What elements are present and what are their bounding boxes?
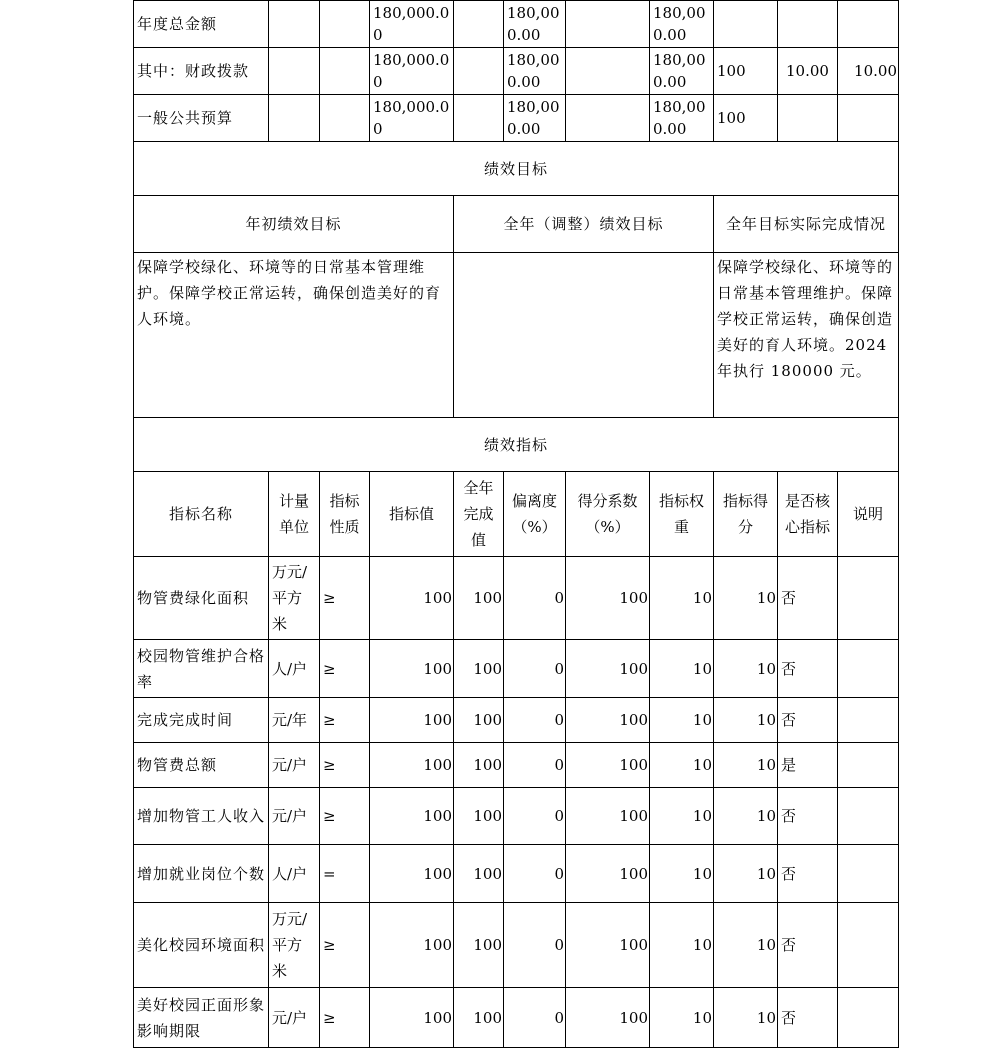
indicator-core: 否	[778, 903, 838, 988]
budget-executed: 180,000.00	[650, 1, 714, 48]
indicator-core: 是	[778, 743, 838, 788]
performance-table	[133, 0, 899, 1048]
header-deviation: 偏离度（%）	[504, 472, 566, 557]
goals-section-title: 绩效目标	[134, 142, 899, 196]
indicator-core: 否	[778, 557, 838, 640]
indicator-name: 物管费绿化面积	[134, 557, 269, 640]
indicator-nature: ≥	[320, 903, 370, 988]
indicator-weight: 10	[650, 640, 714, 698]
header-coefficient: 得分系数（%）	[566, 472, 650, 557]
indicator-unit: 万元/平方米	[269, 903, 320, 988]
header-completed: 全年完成值	[454, 472, 504, 557]
indicator-core: 否	[778, 988, 838, 1048]
header-name: 指标名称	[134, 472, 269, 557]
indicator-score: 10	[714, 698, 778, 743]
indicator-deviation: 0	[504, 845, 566, 903]
budget-cell	[454, 48, 504, 95]
indicators-header-row	[134, 472, 899, 557]
indicator-deviation: 0	[504, 640, 566, 698]
indicator-completed: 100	[454, 845, 504, 903]
header-nature: 指标性质	[320, 472, 370, 557]
indicator-core: 否	[778, 640, 838, 698]
budget-initial: 180,000.00	[370, 95, 454, 142]
indicator-unit: 元/户	[269, 788, 320, 845]
goals-initial-header: 年初绩效目标	[134, 196, 454, 253]
header-note: 说明	[838, 472, 899, 557]
indicator-row	[134, 698, 899, 743]
header-unit: 计量单位	[269, 472, 320, 557]
indicator-coefficient: 100	[566, 845, 650, 903]
indicator-note	[838, 640, 899, 698]
indicator-name: 美好校园正面形象影响期限	[134, 988, 269, 1048]
indicator-completed: 100	[454, 743, 504, 788]
indicator-name: 完成完成时间	[134, 698, 269, 743]
indicator-core: 否	[778, 698, 838, 743]
indicator-value: 100	[370, 640, 454, 698]
indicator-row	[134, 743, 899, 788]
budget-cell	[320, 48, 370, 95]
budget-cell	[269, 48, 320, 95]
indicator-score: 10	[714, 557, 778, 640]
indicator-nature: ≥	[320, 640, 370, 698]
indicator-name: 校园物管维护合格率	[134, 640, 269, 698]
indicator-weight: 10	[650, 743, 714, 788]
indicator-deviation: 0	[504, 557, 566, 640]
budget-cell	[269, 95, 320, 142]
budget-score	[838, 95, 899, 142]
indicator-score: 10	[714, 903, 778, 988]
indicator-score: 10	[714, 845, 778, 903]
indicator-name: 物管费总额	[134, 743, 269, 788]
indicator-deviation: 0	[504, 788, 566, 845]
indicator-name: 增加物管工人收入	[134, 788, 269, 845]
indicator-value: 100	[370, 788, 454, 845]
indicator-value: 100	[370, 557, 454, 640]
indicator-deviation: 0	[504, 698, 566, 743]
budget-cell	[269, 1, 320, 48]
indicator-coefficient: 100	[566, 698, 650, 743]
indicator-row	[134, 903, 899, 988]
indicator-name: 美化校园环境面积	[134, 903, 269, 988]
indicator-coefficient: 100	[566, 557, 650, 640]
indicator-unit: 元/户	[269, 743, 320, 788]
goals-actual-header: 全年目标实际完成情况	[714, 196, 899, 253]
budget-cell	[454, 1, 504, 48]
indicator-weight: 10	[650, 557, 714, 640]
budget-rate: 10.00	[778, 48, 838, 95]
goals-initial-text: 保障学校绿化、环境等的日常基本管理维护。保障学校正常运转，确保创造美好的育人环境。	[134, 253, 454, 418]
budget-executed: 180,000.00	[650, 95, 714, 142]
budget-cell	[566, 95, 650, 142]
indicator-unit: 元/年	[269, 698, 320, 743]
indicator-completed: 100	[454, 988, 504, 1048]
indicator-unit: 元/户	[269, 988, 320, 1048]
indicator-note	[838, 557, 899, 640]
indicator-score: 10	[714, 640, 778, 698]
indicator-name: 增加就业岗位个数	[134, 845, 269, 903]
goals-content-row	[134, 253, 899, 418]
indicator-score: 10	[714, 788, 778, 845]
budget-adjusted: 180,000.00	[504, 48, 566, 95]
header-core: 是否核心指标	[778, 472, 838, 557]
budget-cell	[320, 1, 370, 48]
indicator-note	[838, 845, 899, 903]
budget-label: 其中：财政拨款	[134, 48, 269, 95]
indicator-completed: 100	[454, 698, 504, 743]
indicator-unit: 人/户	[269, 640, 320, 698]
header-value: 指标值	[370, 472, 454, 557]
indicator-nature: ≥	[320, 988, 370, 1048]
budget-score-weight: 100	[714, 95, 778, 142]
indicator-nature: ≥	[320, 743, 370, 788]
budget-score-weight	[714, 1, 778, 48]
budget-score	[838, 1, 899, 48]
budget-row	[134, 95, 899, 142]
indicator-nature: =	[320, 845, 370, 903]
indicator-note	[838, 698, 899, 743]
indicators-title-row	[134, 418, 899, 472]
indicator-coefficient: 100	[566, 903, 650, 988]
indicator-note	[838, 743, 899, 788]
indicator-completed: 100	[454, 788, 504, 845]
indicator-coefficient: 100	[566, 788, 650, 845]
goals-adjusted-text	[454, 253, 714, 418]
budget-row	[134, 48, 899, 95]
budget-score-weight: 100	[714, 48, 778, 95]
budget-label: 年度总金额	[134, 1, 269, 48]
header-score: 指标得分	[714, 472, 778, 557]
indicator-value: 100	[370, 903, 454, 988]
goals-title-row	[134, 142, 899, 196]
budget-cell	[320, 95, 370, 142]
indicator-nature: ≥	[320, 557, 370, 640]
budget-rate	[778, 95, 838, 142]
indicator-coefficient: 100	[566, 640, 650, 698]
indicator-value: 100	[370, 988, 454, 1048]
indicator-row	[134, 557, 899, 640]
indicator-nature: ≥	[320, 698, 370, 743]
budget-cell	[566, 1, 650, 48]
indicator-unit: 万元/平方米	[269, 557, 320, 640]
indicator-core: 否	[778, 788, 838, 845]
indicator-weight: 10	[650, 903, 714, 988]
indicator-score: 10	[714, 988, 778, 1048]
indicator-row	[134, 788, 899, 845]
indicator-value: 100	[370, 698, 454, 743]
indicator-weight: 10	[650, 988, 714, 1048]
budget-adjusted: 180,000.00	[504, 1, 566, 48]
budget-executed: 180,000.00	[650, 48, 714, 95]
header-weight: 指标权重	[650, 472, 714, 557]
indicator-completed: 100	[454, 640, 504, 698]
indicator-note	[838, 788, 899, 845]
budget-cell	[566, 48, 650, 95]
indicator-deviation: 0	[504, 743, 566, 788]
budget-adjusted: 180,000.00	[504, 95, 566, 142]
indicator-row	[134, 845, 899, 903]
goals-adjusted-header: 全年（调整）绩效目标	[454, 196, 714, 253]
budget-initial: 180,000.00	[370, 48, 454, 95]
indicator-row	[134, 640, 899, 698]
indicator-value: 100	[370, 845, 454, 903]
indicator-weight: 10	[650, 788, 714, 845]
indicators-section-title: 绩效指标	[134, 418, 899, 472]
indicator-weight: 10	[650, 698, 714, 743]
indicator-coefficient: 100	[566, 988, 650, 1048]
indicator-completed: 100	[454, 557, 504, 640]
indicator-unit: 人/户	[269, 845, 320, 903]
goals-header-row	[134, 196, 899, 253]
budget-score: 10.00	[838, 48, 899, 95]
indicator-deviation: 0	[504, 903, 566, 988]
indicator-value: 100	[370, 743, 454, 788]
budget-cell	[454, 95, 504, 142]
indicator-nature: ≥	[320, 788, 370, 845]
indicator-core: 否	[778, 845, 838, 903]
budget-initial: 180,000.00	[370, 1, 454, 48]
indicator-score: 10	[714, 743, 778, 788]
indicator-note	[838, 903, 899, 988]
budget-row	[134, 1, 899, 48]
indicator-completed: 100	[454, 903, 504, 988]
goals-actual-text: 保障学校绿化、环境等的日常基本管理维护。保障学校正常运转，确保创造美好的育人环境。2024 年执行 180000 元。	[714, 253, 899, 418]
indicator-coefficient: 100	[566, 743, 650, 788]
indicator-weight: 10	[650, 845, 714, 903]
indicator-deviation: 0	[504, 988, 566, 1048]
budget-label: 一般公共预算	[134, 95, 269, 142]
budget-rate	[778, 1, 838, 48]
